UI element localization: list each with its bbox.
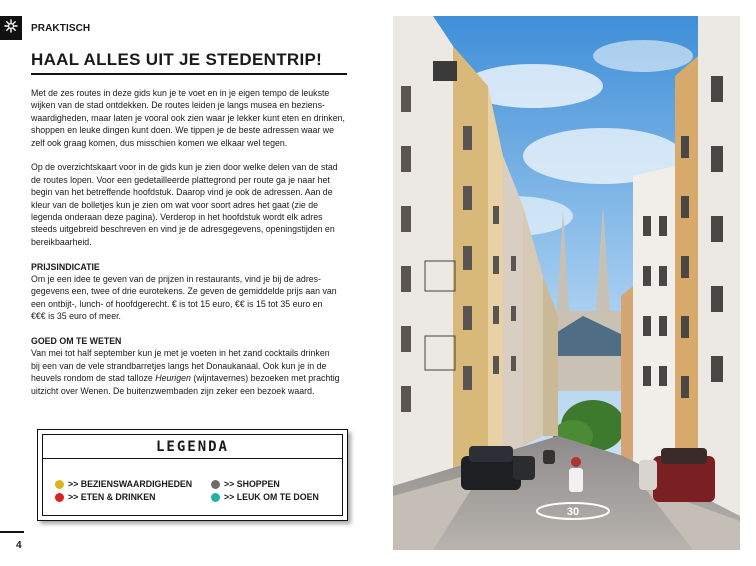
text-line: Van mei tot half september kun je met je voeten in het zand cocktails drinken — [31, 348, 330, 359]
legend-label: >> SHOPPEN — [224, 479, 280, 489]
tip-section — [31, 335, 347, 397]
text-line: bereikbaarheid. — [31, 236, 92, 247]
price-heading: PRIJSINDICATIE — [31, 261, 100, 272]
price-section — [31, 261, 347, 323]
street-sign-text: 30 — [566, 506, 580, 518]
legend-label: >> BEZIENSWAARDIGHEDEN — [68, 479, 193, 489]
yellow-dot-icon — [55, 480, 64, 489]
street-photo-illustration — [393, 16, 740, 550]
street-photo — [393, 16, 740, 550]
text-line: Om je een idee te geven van de prijzen in restaurants, vind je bij de adres- — [31, 274, 321, 285]
text-line: kleur van de bolletjes kun je zien om wat voor soort adres het gaat (zie de — [31, 199, 319, 210]
text-line: gegevens een, twee of drie eurotekens. Ze geven de gemiddelde prijs aan van — [31, 286, 337, 297]
page-number: 4 — [16, 540, 22, 551]
text-line: shoppen en leuke dingen kunt doen. We tippen je de beste adressen waar we — [31, 125, 335, 136]
text-line: legenda onderaan deze pagina). Verderop in het hoofdstuk wordt elk adres — [31, 212, 323, 223]
legend-item-shopping — [211, 479, 280, 489]
text-line: begin van het betreffende hoofdstuk. Daarop vind je ook de adressen. Aan de — [31, 187, 333, 198]
text-line: Op de overzichtskaart voor in de gids kun je zien door welke delen van de stad — [31, 162, 338, 173]
sun-burst-icon — [4, 19, 18, 38]
legend-item-activities — [211, 492, 319, 502]
page-title: HAAL ALLES UIT JE STEDENTRIP! — [31, 50, 347, 75]
legend-header — [43, 435, 342, 459]
text-line: de routes lopen. Voor een gedetailleerde plattegrond per route ga je naar het — [31, 174, 330, 185]
text-line: uitzicht over Wenen. De buitenzwembaden zijn zeker een bezoek waard. — [31, 385, 315, 396]
text-line: Met de zes routes in deze gids kun je te voet en in je eigen tempo de leukste — [31, 88, 330, 98]
intro-paragraph — [31, 87, 347, 149]
legend-label: >> ETEN & DRINKEN — [68, 492, 156, 502]
legend-frame — [42, 434, 343, 516]
legend-item-sights — [55, 479, 192, 489]
text-line: (wijntavernes) bezoeken met prachtig — [190, 373, 340, 384]
red-dot-icon — [55, 493, 64, 502]
map-paragraph — [31, 161, 347, 248]
footer-rule — [0, 531, 24, 533]
legend-label: >> LEUK OM TE DOEN — [224, 492, 319, 502]
text-line: waardigheden, maar laten je vooral ook zien waar je lekker kunt eten en drinken, — [31, 112, 345, 123]
tip-heading: GOED OM TE WETEN — [31, 336, 122, 347]
text-line: een ontbijt-, lunch- of hoofdgerecht. € is tot 15 euro, €€ is 15 tot 35 euro en — [31, 298, 323, 309]
text-line: steeds uitgebreid beschreven en vind je de adresgegevens, openingstijden en — [31, 224, 335, 235]
text-line: wijken van de stad ontdekken. De routes leiden je langs musea en beziens- — [31, 100, 325, 111]
text-line: bij een van de vele strandbarretjes langs het Donaukanaal. Ook kun je in de — [31, 360, 327, 371]
grey-dot-icon — [211, 480, 220, 489]
article-body — [31, 87, 347, 410]
text-line: zelf ook graag komen, dus misschien komen we elkaar wel tegen. — [31, 137, 288, 148]
text-line: €€€ is 35 euro of meer. — [31, 311, 121, 322]
legend-box — [37, 429, 348, 521]
emphasis-heurigen: Heurigen — [155, 373, 191, 384]
legend-item-food — [55, 492, 156, 502]
section-badge — [0, 16, 22, 40]
text-line: heuvels rondom de stad talloze — [31, 373, 156, 384]
teal-dot-icon — [211, 493, 220, 502]
legend-title: LEGENDA — [155, 438, 229, 455]
section-label: PRAKTISCH — [31, 23, 91, 34]
